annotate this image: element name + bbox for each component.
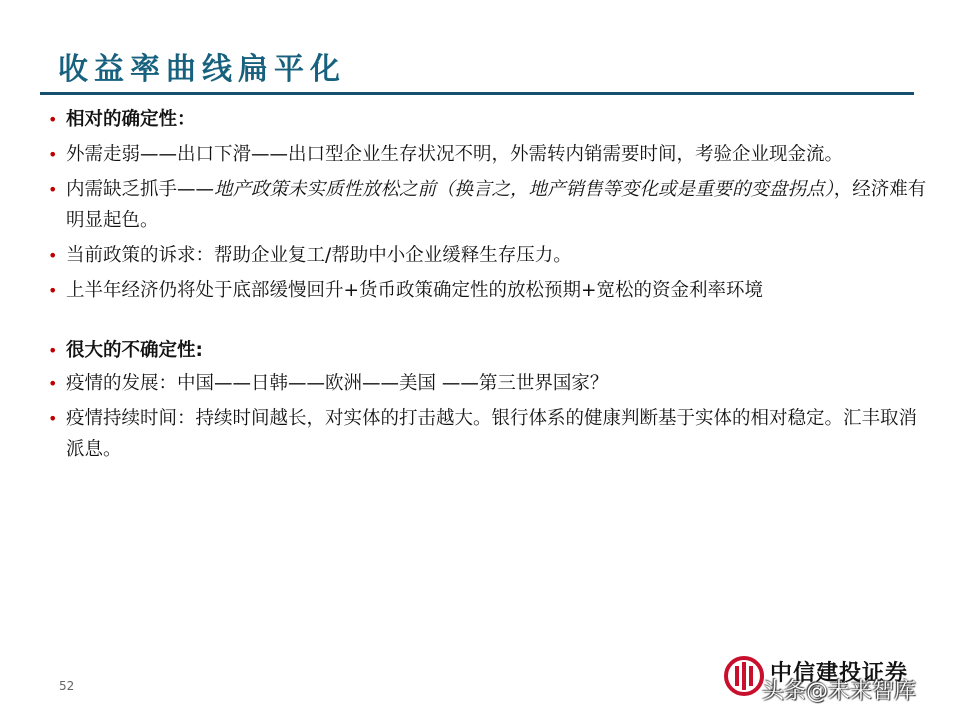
citic-logo-icon	[724, 654, 764, 698]
slide-title: 收益率曲线扁平化	[58, 52, 346, 87]
bullet-dot: •	[48, 374, 58, 393]
page-number: 52	[59, 679, 75, 693]
bullet-text: 疫情持续时间：持续时间越长，对实体的打击越大。银行体系的健康判断基于实体的相对稳定。汇丰取消派息。	[66, 408, 918, 460]
bullet-item	[48, 275, 928, 306]
bullet-dot: •	[48, 246, 58, 265]
bullet-text: ，经济难有明显起色。	[66, 179, 927, 231]
bullet-text: 当前政策的诉求：帮助企业复工/帮助中小企业缓释生存压力。	[66, 245, 572, 266]
bullet-dot: •	[48, 110, 58, 129]
bullet-list	[48, 104, 928, 465]
bullet-text: 内需缺乏抓手——	[66, 179, 215, 200]
bullet-text: 相对的确定性：	[66, 109, 196, 130]
watermark: 头条@未来智库	[762, 679, 917, 704]
bullet-item	[48, 240, 928, 271]
bullet-text: 疫情的发展：中国——日韩——欧洲——美国 ——第三世界国家？	[66, 373, 609, 394]
bullet-item	[48, 403, 928, 465]
bullet-dot: •	[48, 281, 58, 300]
bullet-dot: •	[48, 180, 58, 199]
bullet-text: 上半年经济仍将处于底部缓慢回升+货币政策确定性的放松预期+宽松的资金利率环境	[66, 280, 764, 301]
logo-text: 中信建投证券	[770, 660, 909, 686]
bullet-text-italic: 地产政策未实质性放松之前（换言之，地产销售等变化或是重要的变盘拐点）	[214, 179, 834, 200]
bullet-dot: •	[48, 341, 58, 360]
bullet-dot: •	[48, 409, 58, 428]
bullet-item	[48, 104, 928, 135]
bullet-text: 很大的不确定性:	[66, 340, 203, 361]
bullet-text: 外需走弱——出口下滑——出口型企业生存状况不明，外需转内销需要时间，考验企业现金流。	[66, 144, 844, 165]
bullet-item	[48, 139, 928, 170]
bullet-item	[48, 335, 928, 366]
bullet-dot: •	[48, 145, 58, 164]
bullet-item	[48, 368, 928, 399]
bullet-item	[48, 174, 928, 236]
title-divider	[40, 92, 914, 95]
